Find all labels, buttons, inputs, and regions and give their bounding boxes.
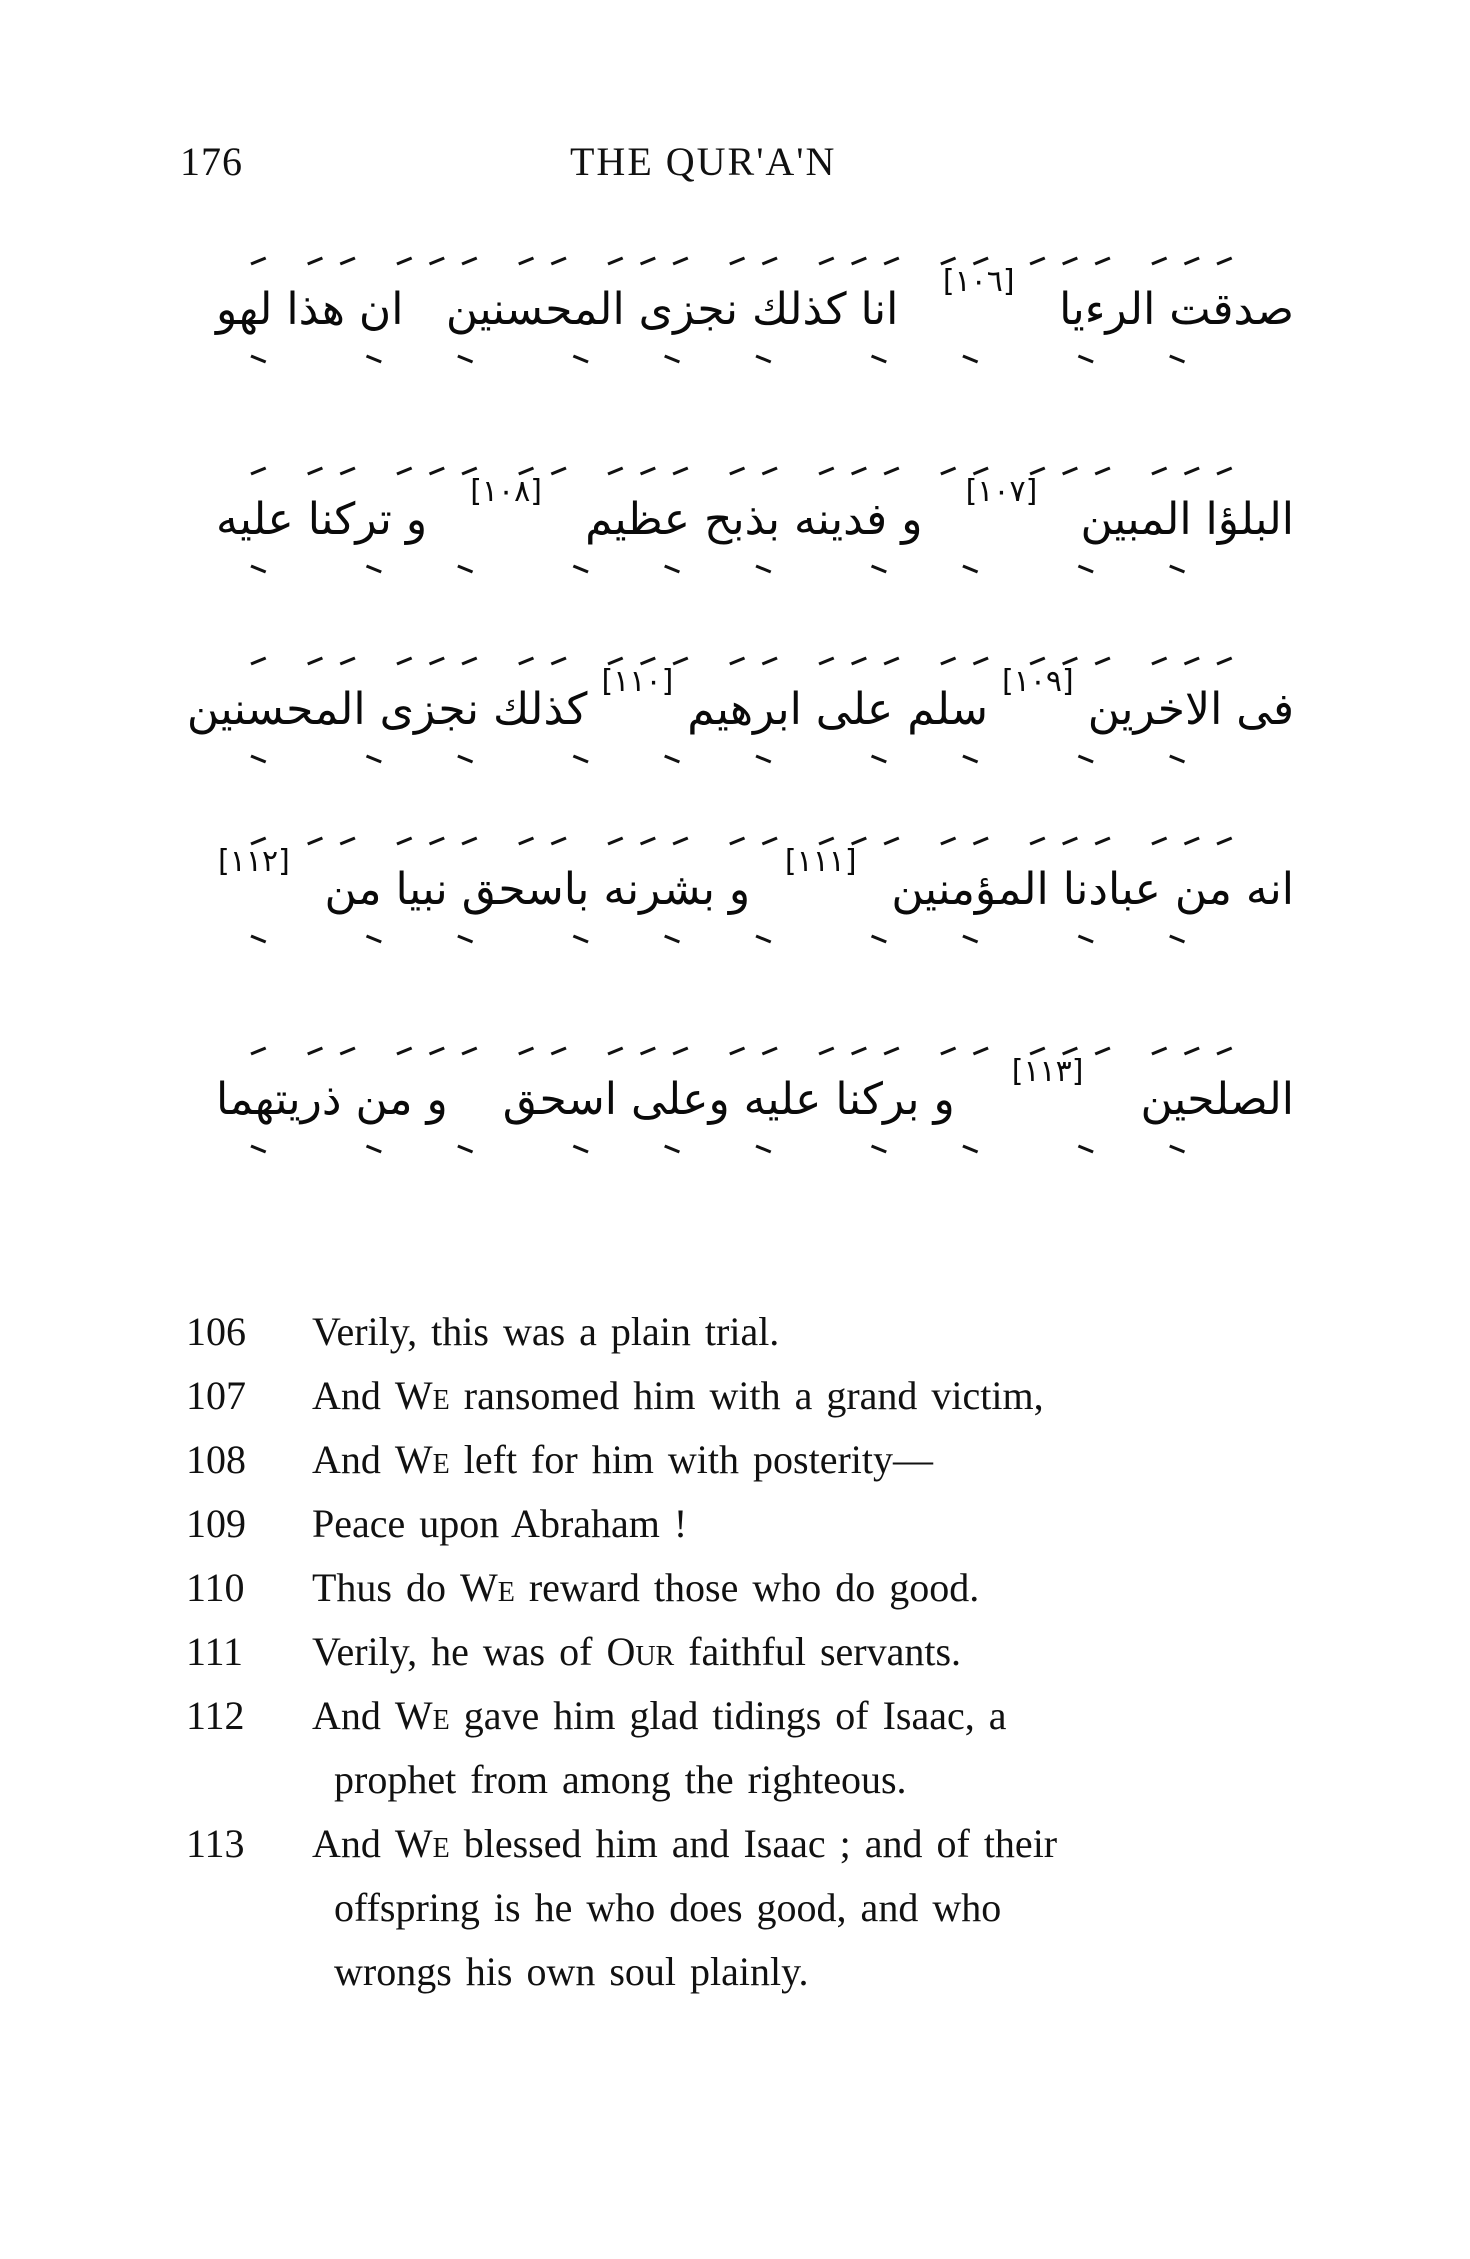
verse-text: Verily, he was of Our faithful servants. <box>312 1629 962 1674</box>
verse-text: And We gave him glad tidings of Isaac, a prophet from among the righteous. <box>312 1684 1336 1812</box>
verse-row <box>186 1492 1336 1556</box>
verse-text: Peace upon Abraham ! <box>312 1501 688 1546</box>
verse-number: 108 <box>186 1437 246 1482</box>
arabic-segment: و بركنا عليه وعلى اسحق <box>502 1073 955 1125</box>
verse-marker: [١٠٩] <box>1001 664 1074 699</box>
verse-row <box>186 1812 1336 2004</box>
diacritic-marks <box>230 1144 1280 1154</box>
diacritic-marks <box>230 256 1280 266</box>
diacritic-marks <box>230 1046 1280 1056</box>
verse-text: And We ransomed him with a grand victim, <box>312 1373 1044 1418</box>
verse-text: And We blessed him and Isaac ; and of their offspring is he who does good, and who wrongs his own soul plainly. <box>312 1812 1336 2004</box>
arabic-segment: صدقت الرءيا <box>1059 283 1294 335</box>
arabic-segment: الصلحين <box>1140 1073 1294 1125</box>
arabic-segment: انه من عبادنا المؤمنين <box>891 863 1294 915</box>
arabic-segment: سلم على ابرهيم <box>687 683 988 735</box>
arabic-segment: و فدينه بذبح عظيم <box>585 493 923 545</box>
page-number: 176 <box>180 139 243 184</box>
verse-row <box>186 1620 1336 1684</box>
verse-continuation: offspring is he who does good, and who <box>334 1885 1002 1930</box>
arabic-segment: فى الاخرين <box>1087 683 1294 735</box>
running-title: THE QUR'A'N <box>570 139 837 184</box>
verse-marker: [١١٣] <box>1011 1054 1084 1089</box>
verse-continuation: wrongs his own soul plainly. <box>334 1949 809 1994</box>
verse-number: 106 <box>186 1309 246 1354</box>
verse-continuation: prophet from among the righteous. <box>334 1757 907 1802</box>
diacritic-marks <box>230 754 1280 764</box>
verse-number: 110 <box>186 1565 245 1610</box>
verse-row <box>186 1556 1336 1620</box>
verse-number: 112 <box>186 1693 245 1738</box>
verse-marker: [١٠٨] <box>470 474 542 509</box>
diacritic-marks <box>230 656 1280 666</box>
arabic-segment: و من ذريتهما <box>216 1073 448 1125</box>
verse-marker: [١١١] <box>784 844 857 879</box>
arabic-line <box>210 250 1300 370</box>
translation-block <box>186 1300 1336 2004</box>
page-header <box>180 138 1310 198</box>
diacritic-marks <box>230 564 1280 574</box>
verse-row <box>186 1364 1336 1428</box>
diacritic-marks <box>230 354 1280 364</box>
diacritic-marks <box>230 466 1280 476</box>
verse-text: Verily, this was a plain trial. <box>312 1309 780 1354</box>
diacritic-marks <box>230 836 1280 846</box>
verse-row <box>186 1684 1336 1812</box>
verse-marker: [١٠٧] <box>965 474 1038 509</box>
verse-row <box>186 1428 1336 1492</box>
arabic-line <box>210 1040 1300 1160</box>
verse-number: 113 <box>186 1821 245 1866</box>
arabic-segment: و تركنا عليه <box>216 493 428 545</box>
verse-number: 109 <box>186 1501 246 1546</box>
verse-text: Thus do We reward those who do good. <box>312 1565 980 1610</box>
arabic-line <box>186 650 1300 770</box>
verse-marker: [١١٢] <box>218 844 290 879</box>
arabic-line <box>210 830 1300 950</box>
verse-marker: [١٠٦] <box>942 264 1015 299</box>
verse-number: 111 <box>186 1629 244 1674</box>
arabic-segment: البلؤا المبين <box>1080 493 1294 545</box>
verse-marker: [١١٠] <box>601 664 674 699</box>
arabic-segment: ان هذا لهو <box>216 283 404 335</box>
verse-row <box>186 1300 1336 1364</box>
arabic-line <box>210 460 1300 580</box>
arabic-segment: و بشرنه باسحق نبيا من <box>324 863 751 915</box>
diacritic-marks <box>230 934 1280 944</box>
verse-number: 107 <box>186 1373 246 1418</box>
arabic-segment: انا كذلك نجزى المحسنين <box>445 283 899 335</box>
verse-text: And We left for him with posterity— <box>312 1437 934 1482</box>
arabic-segment: كذلك نجزى المحسنين <box>186 683 588 735</box>
